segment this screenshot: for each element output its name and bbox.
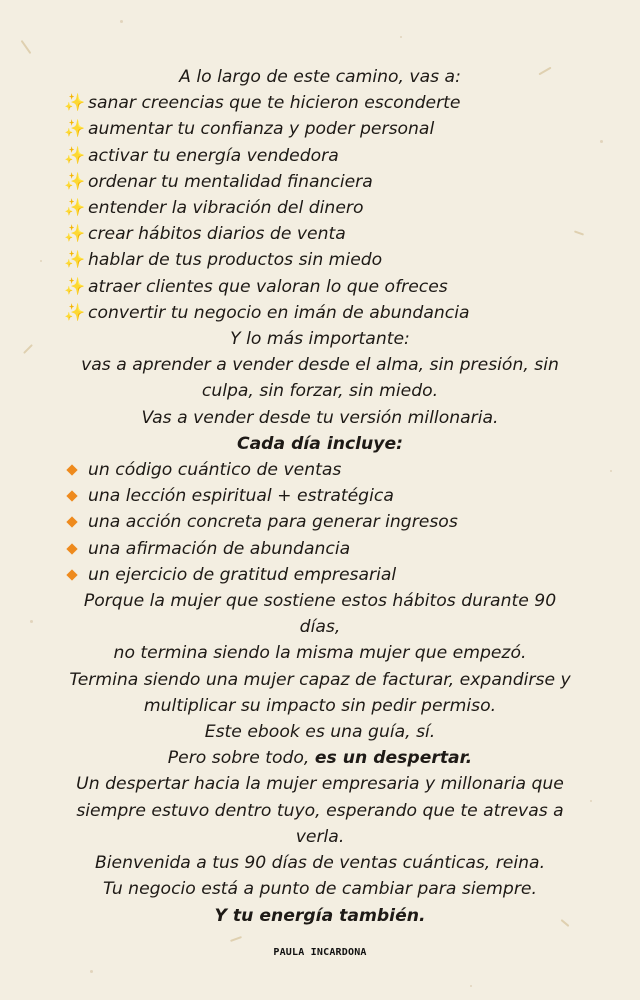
author-signature: PAULA INCARDONA bbox=[273, 947, 367, 958]
daily-item bbox=[0, 536, 640, 562]
benefit-text: aumentar tu confianza y poder personal bbox=[88, 119, 435, 140]
benefit-item bbox=[0, 116, 640, 142]
sparkle-icon: ✨ bbox=[64, 250, 86, 271]
paper-speck bbox=[90, 970, 93, 973]
daily-item bbox=[0, 457, 640, 483]
daily-item-text: un ejercicio de gratitud empresarial bbox=[88, 564, 397, 585]
daily-item-text: una afirmación de abundancia bbox=[88, 538, 351, 559]
sparkle-icon: ✨ bbox=[64, 224, 86, 245]
above-all-bold: es un despertar. bbox=[314, 748, 473, 769]
benefit-text: activar tu energía vendedora bbox=[88, 145, 339, 166]
millionaire-line: Vas a vender desde tu versión millonaria. bbox=[141, 407, 499, 428]
benefit-item bbox=[0, 247, 640, 273]
paper-fiber bbox=[230, 936, 242, 942]
daily-item-text: un código cuántico de ventas bbox=[88, 460, 342, 481]
intro-line: A lo largo de este camino, vas a: bbox=[179, 67, 461, 87]
guide-line: Este ebook es una guía, sí. bbox=[204, 722, 436, 743]
above-all-line bbox=[0, 745, 640, 771]
daily-heading: Cada día incluye: bbox=[236, 433, 404, 454]
paper-speck bbox=[470, 985, 472, 987]
benefit-text: hablar de tus productos sin miedo bbox=[88, 250, 383, 271]
awakening-text: Un despertar hacia la mujer empresaria y millonaria que siempre estuvo dentro tuyo, esperando que te atrevas a verla. bbox=[76, 774, 564, 847]
ends-text: Termina siendo una mujer capaz de facturar, expandirse y multiplicar su impacto sin pedir permiso. bbox=[69, 669, 571, 716]
paper-speck bbox=[400, 36, 402, 38]
daily-item-text: una acción concreta para generar ingresos bbox=[88, 512, 458, 533]
sparkle-icon: ✨ bbox=[64, 171, 86, 192]
benefit-item bbox=[0, 143, 640, 169]
daily-item bbox=[0, 562, 640, 588]
benefit-item bbox=[0, 300, 640, 326]
benefit-text: atraer clientes que valoran lo que ofreces bbox=[88, 276, 448, 297]
benefit-item bbox=[0, 274, 640, 300]
daily-item bbox=[0, 509, 640, 535]
diamond-bullet-icon bbox=[66, 464, 77, 475]
not-same-line: no termina siendo la misma mujer que empezó. bbox=[113, 643, 527, 664]
benefit-text: ordenar tu mentalidad financiera bbox=[88, 171, 373, 192]
paper-fiber bbox=[21, 40, 32, 54]
benefit-item bbox=[0, 169, 640, 195]
benefit-item bbox=[0, 195, 640, 221]
paper-speck bbox=[120, 20, 123, 23]
energy-line: Y tu energía también. bbox=[214, 905, 426, 926]
ebook-page-content bbox=[0, 64, 640, 929]
benefit-text: crear hábitos diarios de venta bbox=[88, 224, 346, 245]
sparkle-icon: ✨ bbox=[64, 145, 86, 166]
benefit-text: sanar creencias que te hicieron esconderte bbox=[88, 93, 461, 114]
diamond-bullet-icon bbox=[66, 491, 77, 502]
important-heading: Y lo más importante: bbox=[230, 329, 410, 350]
sparkle-icon: ✨ bbox=[64, 276, 86, 297]
daily-item bbox=[0, 483, 640, 509]
benefit-text: convertir tu negocio en imán de abundancia bbox=[88, 302, 470, 323]
diamond-bullet-icon bbox=[66, 517, 77, 528]
sparkle-icon: ✨ bbox=[64, 302, 86, 323]
sparkle-icon: ✨ bbox=[64, 198, 86, 219]
sparkle-icon: ✨ bbox=[64, 93, 86, 114]
sparkle-icon: ✨ bbox=[64, 119, 86, 140]
welcome-line: Bienvenida a tus 90 días de ventas cuánticas, reina. bbox=[94, 853, 546, 874]
benefit-item bbox=[0, 221, 640, 247]
benefit-item bbox=[0, 90, 640, 116]
benefits-list bbox=[0, 90, 640, 326]
diamond-bullet-icon bbox=[66, 543, 77, 554]
benefit-text: entender la vibración del dinero bbox=[88, 198, 364, 219]
daily-items-list bbox=[0, 457, 640, 588]
because-text: Porque la mujer que sostiene estos hábitos durante 90 días, bbox=[83, 591, 557, 638]
diamond-bullet-icon bbox=[66, 569, 77, 580]
above-all-prefix: Pero sobre todo, bbox=[167, 748, 310, 769]
important-text: vas a aprender a vender desde el alma, sin presión, sin culpa, sin forzar, sin miedo. bbox=[81, 355, 559, 402]
business-line: Tu negocio está a punto de cambiar para siempre. bbox=[103, 879, 537, 900]
daily-item-text: una lección espiritual + estratégica bbox=[88, 486, 394, 507]
